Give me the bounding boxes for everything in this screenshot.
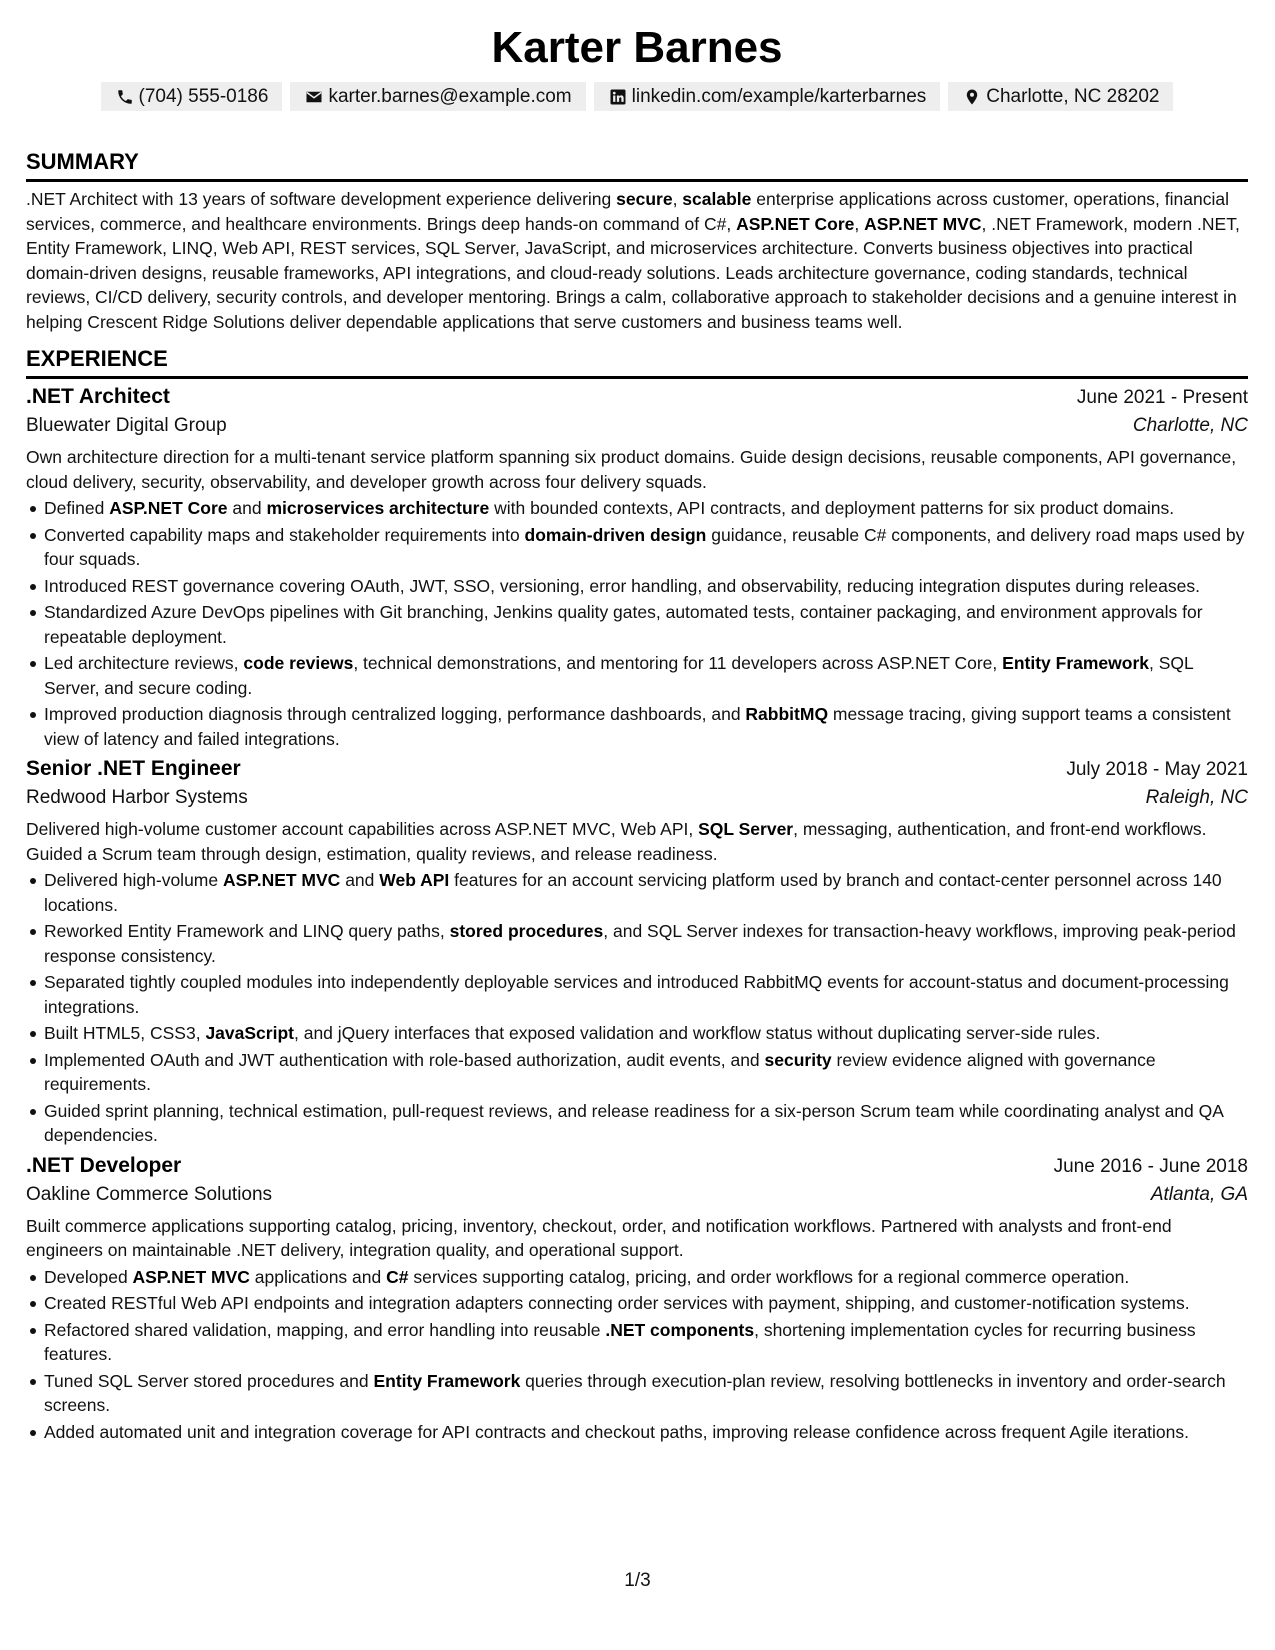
emphasis-text: JavaScript (205, 1023, 294, 1043)
emphasis-text: stored procedures (449, 921, 604, 941)
job-dates: July 2018 - May 2021 (1066, 759, 1248, 780)
contact-location-text: Charlotte, NC 28202 (986, 85, 1160, 107)
emphasis-text: ASP.NET MVC (222, 870, 341, 890)
summary-heading: SUMMARY (26, 149, 1248, 182)
resume-page (26, 0, 1248, 1444)
emphasis-text: SQL Server (698, 819, 794, 839)
emphasis-text: secure (616, 189, 673, 209)
contact-email[interactable] (290, 82, 585, 111)
emphasis-text: ASP.NET MVC (132, 1266, 250, 1287)
contact-location[interactable] (948, 82, 1173, 111)
job-bullets (26, 868, 1248, 1148)
contact-phone[interactable] (101, 82, 283, 111)
candidate-name: Karter Barnes (491, 23, 783, 72)
job-description: Built commerce applications supporting catalog, pricing, inventory, checkout, order, and notification workflows. Partnered with analysts and front-end engineers on maintainable .NET delivery, integration quality, and operational support. (26, 1215, 1172, 1260)
contact-linkedin[interactable] (594, 82, 941, 111)
bullet-item: Led architecture reviews, code reviews, technical demonstrations, and mentoring for 11 developers across ASP.NET Core, Entity Framework, SQL Server, and secure coding. (44, 651, 1248, 700)
job-location: Charlotte, NC (1132, 415, 1248, 436)
job-company: Redwood Harbor Systems (26, 787, 248, 808)
emphasis-text: Web API (379, 870, 450, 890)
emphasis-text: Entity Framework (1002, 653, 1150, 673)
bullet-item: Converted capability maps and stakeholder requirements into domain-driven design guidance, reusable C# components, and delivery road maps used by four squads. (44, 523, 1248, 572)
emphasis-text: C# (386, 1266, 409, 1287)
job-dates: June 2021 - Present (1076, 387, 1248, 408)
emphasis-text: Entity Framework (373, 1370, 521, 1391)
emphasis-text: ASP.NET MVC (864, 213, 982, 234)
envelope-icon (304, 87, 324, 107)
summary-section (26, 149, 1248, 334)
bullet-item: Tuned SQL Server stored procedures and Entity Framework queries through execution-plan review, resolving bottlenecks in inventory and order-search screens. (44, 1369, 1248, 1418)
job-title: Senior .NET Engineer (26, 757, 241, 780)
bullet-item: Created RESTful Web API endpoints and integration adapters connecting order services with payment, shipping, and customer-notification systems. (44, 1291, 1248, 1316)
emphasis-text: security (764, 1049, 832, 1070)
bullet-item: Separated tightly coupled modules into independently deployable services and introduced RabbitMQ events for account-status and document-processing integrations. (44, 970, 1248, 1019)
bullet-item: Introduced REST governance covering OAuth, JWT, SSO, versioning, error handling, and observability, reducing integration disputes during releases. (44, 574, 1248, 599)
phone-icon (115, 87, 135, 107)
emphasis-text: microservices architecture (266, 498, 490, 518)
bullet-item: Refactored shared validation, mapping, and error handling into reusable .NET components, shortening implementation cycles for recurring business features. (44, 1318, 1248, 1367)
job-description: Own architecture direction for a multi-tenant service platform spanning six product domains. Guide design decisions, reusable components, API governance, cloud delivery, security, observability, and developer growth across four delivery squads. (26, 447, 1237, 492)
job-description: Delivered high-volume customer account capabilities across ASP.NET MVC, Web API, SQL Server, messaging, authentication, and front-end workflows. Guided a Scrum team through design, estimation, quality reviews, and release readiness. (26, 819, 1207, 864)
job-entry (26, 385, 1248, 751)
contact-phone-text: (704) 555-0186 (138, 85, 269, 107)
emphasis-text: RabbitMQ (745, 704, 829, 724)
emphasis-text: ASP.NET Core (109, 498, 228, 518)
job-entry (26, 1154, 1248, 1445)
job-entry (26, 757, 1248, 1148)
job-location: Raleigh, NC (1145, 787, 1248, 808)
bullet-item: Developed ASP.NET MVC applications and C# services supporting catalog, pricing, and order workflows for a regional commerce operation. (44, 1265, 1248, 1290)
experience-heading: EXPERIENCE (26, 346, 1248, 379)
bullet-item: Reworked Entity Framework and LINQ query paths, stored procedures, and SQL Server indexes for transaction-heavy workflows, improving peak-period response consistency. (44, 919, 1248, 968)
emphasis-text: domain-driven design (524, 524, 707, 545)
linkedin-icon (608, 87, 628, 107)
job-bullets (26, 1265, 1248, 1445)
bullet-item: Standardized Azure DevOps pipelines with Git branching, Jenkins quality gates, automated tests, container packaging, and environment approvals for repeatable deployment. (44, 600, 1248, 649)
summary-text: .NET Architect with 13 years of software development experience delivering secure, scalable enterprise applications across customer, operations, financial services, commerce, and healthcare environments. Brings deep hands-on command of C#, ASP.NET Core, ASP.NET MVC, .NET Framework, modern .NET, Entity Framework, LINQ, Web API, REST services, SQL Server, JavaScript, and microservices architecture. Converts business objectives into practical domain-driven designs, reusable frameworks, API integrations, and cloud-ready solutions. Leads architecture governance, coding standards, technical reviews, CI/CD delivery, security controls, and developer mentoring. Brings a calm, collaborative approach to stakeholder decisions and a genuine interest in helping Crescent Ridge Solutions deliver dependable applications that serve customers and business teams well. (26, 189, 1240, 332)
bullet-item: Defined ASP.NET Core and microservices architecture with bounded contexts, API contracts, and deployment patterns for six product domains. (44, 496, 1248, 521)
bullet-item: Delivered high-volume ASP.NET MVC and Web API features for an account servicing platform used by branch and contact-center personnel across 140 locations. (44, 868, 1248, 917)
contact-email-text: karter.barnes@example.com (328, 85, 572, 107)
emphasis-text: .NET components (605, 1319, 755, 1340)
contact-linkedin-text: linkedin.com/example/karterbarnes (631, 85, 927, 107)
map-pin-icon (962, 87, 982, 107)
page-indicator: 1/3 (624, 1570, 651, 1591)
bullet-item: Improved production diagnosis through centralized logging, performance dashboards, and RabbitMQ message tracing, giving support teams a consistent view of latency and failed integrations. (44, 702, 1248, 751)
job-location: Atlanta, GA (1150, 1183, 1248, 1205)
job-title: .NET Architect (26, 385, 170, 408)
emphasis-text: scalable (682, 189, 752, 209)
bullet-item: Implemented OAuth and JWT authentication with role-based authorization, audit events, and security review evidence aligned with governance requirements. (44, 1048, 1248, 1097)
job-company: Oakline Commerce Solutions (26, 1183, 273, 1205)
experience-section (26, 346, 1248, 1444)
emphasis-text: ASP.NET Core (736, 213, 855, 234)
emphasis-text: code reviews (243, 653, 354, 673)
job-title: .NET Developer (26, 1153, 182, 1177)
job-dates: June 2016 - June 2018 (1053, 1155, 1248, 1177)
job-company: Bluewater Digital Group (26, 415, 227, 436)
contact-bar (26, 82, 1248, 111)
bullet-item: Guided sprint planning, technical estimation, pull-request reviews, and release readiness for a six-person Scrum team while coordinating analyst and QA dependencies. (44, 1099, 1248, 1148)
bullet-item: Added automated unit and integration coverage for API contracts and checkout paths, improving release confidence across frequent Agile iterations. (44, 1420, 1248, 1445)
bullet-item: Built HTML5, CSS3, JavaScript, and jQuery interfaces that exposed validation and workflow status without duplicating server-side rules. (44, 1021, 1248, 1046)
job-bullets (26, 496, 1248, 751)
